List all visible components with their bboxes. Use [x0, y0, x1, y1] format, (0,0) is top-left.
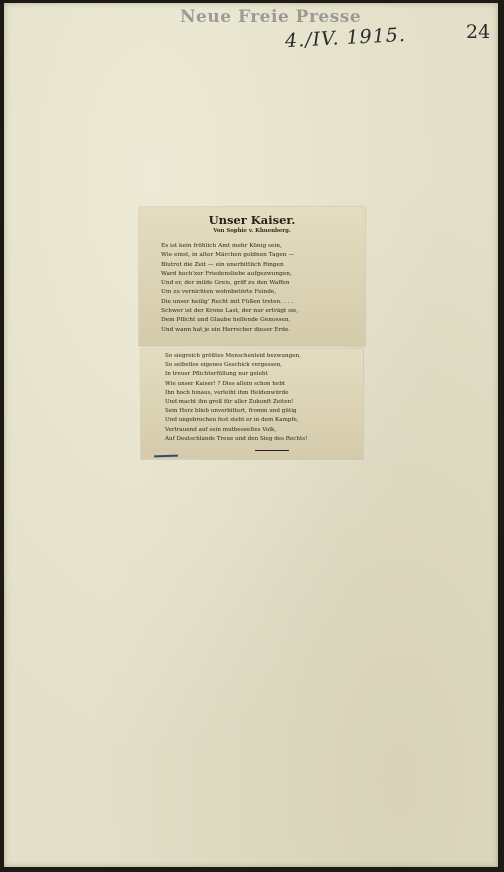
- page-number: 24: [466, 21, 491, 43]
- poem-author: Von Sophie v. Khuenberg.: [213, 228, 291, 234]
- archive-page: [4, 3, 498, 867]
- poem-line: In treuer Pflichterfüllung nur gelebt: [165, 371, 268, 378]
- newspaper-clipping-top: [139, 207, 365, 346]
- poem-line: Ward hoch'zer Friedensliebe aufgezwungen,: [161, 270, 292, 277]
- poem-line: Vertrauend auf sein mutbeseeltes Volk,: [165, 426, 277, 433]
- poem-line: So siegreich größtes Menschenleid bezwungen,: [165, 353, 301, 359]
- poem-line: Schwer ist der Krone Last, der nur erträgt sie,: [161, 308, 299, 315]
- poem-line: Und er, der milde Greis, griff zu den Waffen: [161, 280, 290, 287]
- poem-line: Wie unser Kaiser! ? Dies allein schon hebt: [165, 380, 286, 387]
- newspaper-stamp: Neue Freie Presse: [180, 7, 362, 27]
- poem-line: Und macht ihn groß für aller Zukunft Zeiten!: [165, 399, 294, 406]
- end-rule: [255, 450, 289, 451]
- poem-line: Wie einst, in alter Märchen goldnen Tagen —: [161, 252, 295, 259]
- poem-line: Die unser heilig' Recht mit Füßen treten. . . .: [161, 298, 294, 305]
- poem-line: Ihn hoch hinaus, verleiht ihm Heldenwürde: [165, 389, 289, 396]
- poem-line: Und ungebrochen fest steht er in dem Kampfe,: [165, 417, 299, 424]
- poem-line: Auf Deutschlands Treue und den Sieg des Rechts!: [165, 435, 308, 442]
- poem-line: Dem Pflicht und Glaube helfende Genossen,: [161, 317, 291, 324]
- poem-line: Es ist kein fröhlich Amt mehr König sein,: [161, 243, 282, 249]
- poem-stanza-2: [165, 352, 307, 444]
- poem-line: Sein Herz blieb unverbittert, fromm und gütig: [165, 408, 297, 415]
- poem-line: Um zu vernichten wohnbetörte Feinde,: [161, 289, 277, 296]
- poem-line: Und wann hat je ein Herrscher dieser Erde.: [161, 326, 291, 333]
- handwritten-date: 4./IV. 1915.: [284, 23, 407, 53]
- poem-line: So selbstlos eigenes Geschick vergessen,: [165, 362, 282, 369]
- newspaper-clipping-bottom: [141, 349, 363, 459]
- poem-title: Unser Kaiser.: [208, 213, 296, 227]
- poem-line: Blutrot die Zeit — ein unerbittlich Ringen: [161, 261, 284, 268]
- poem-stanza-1: [161, 242, 298, 335]
